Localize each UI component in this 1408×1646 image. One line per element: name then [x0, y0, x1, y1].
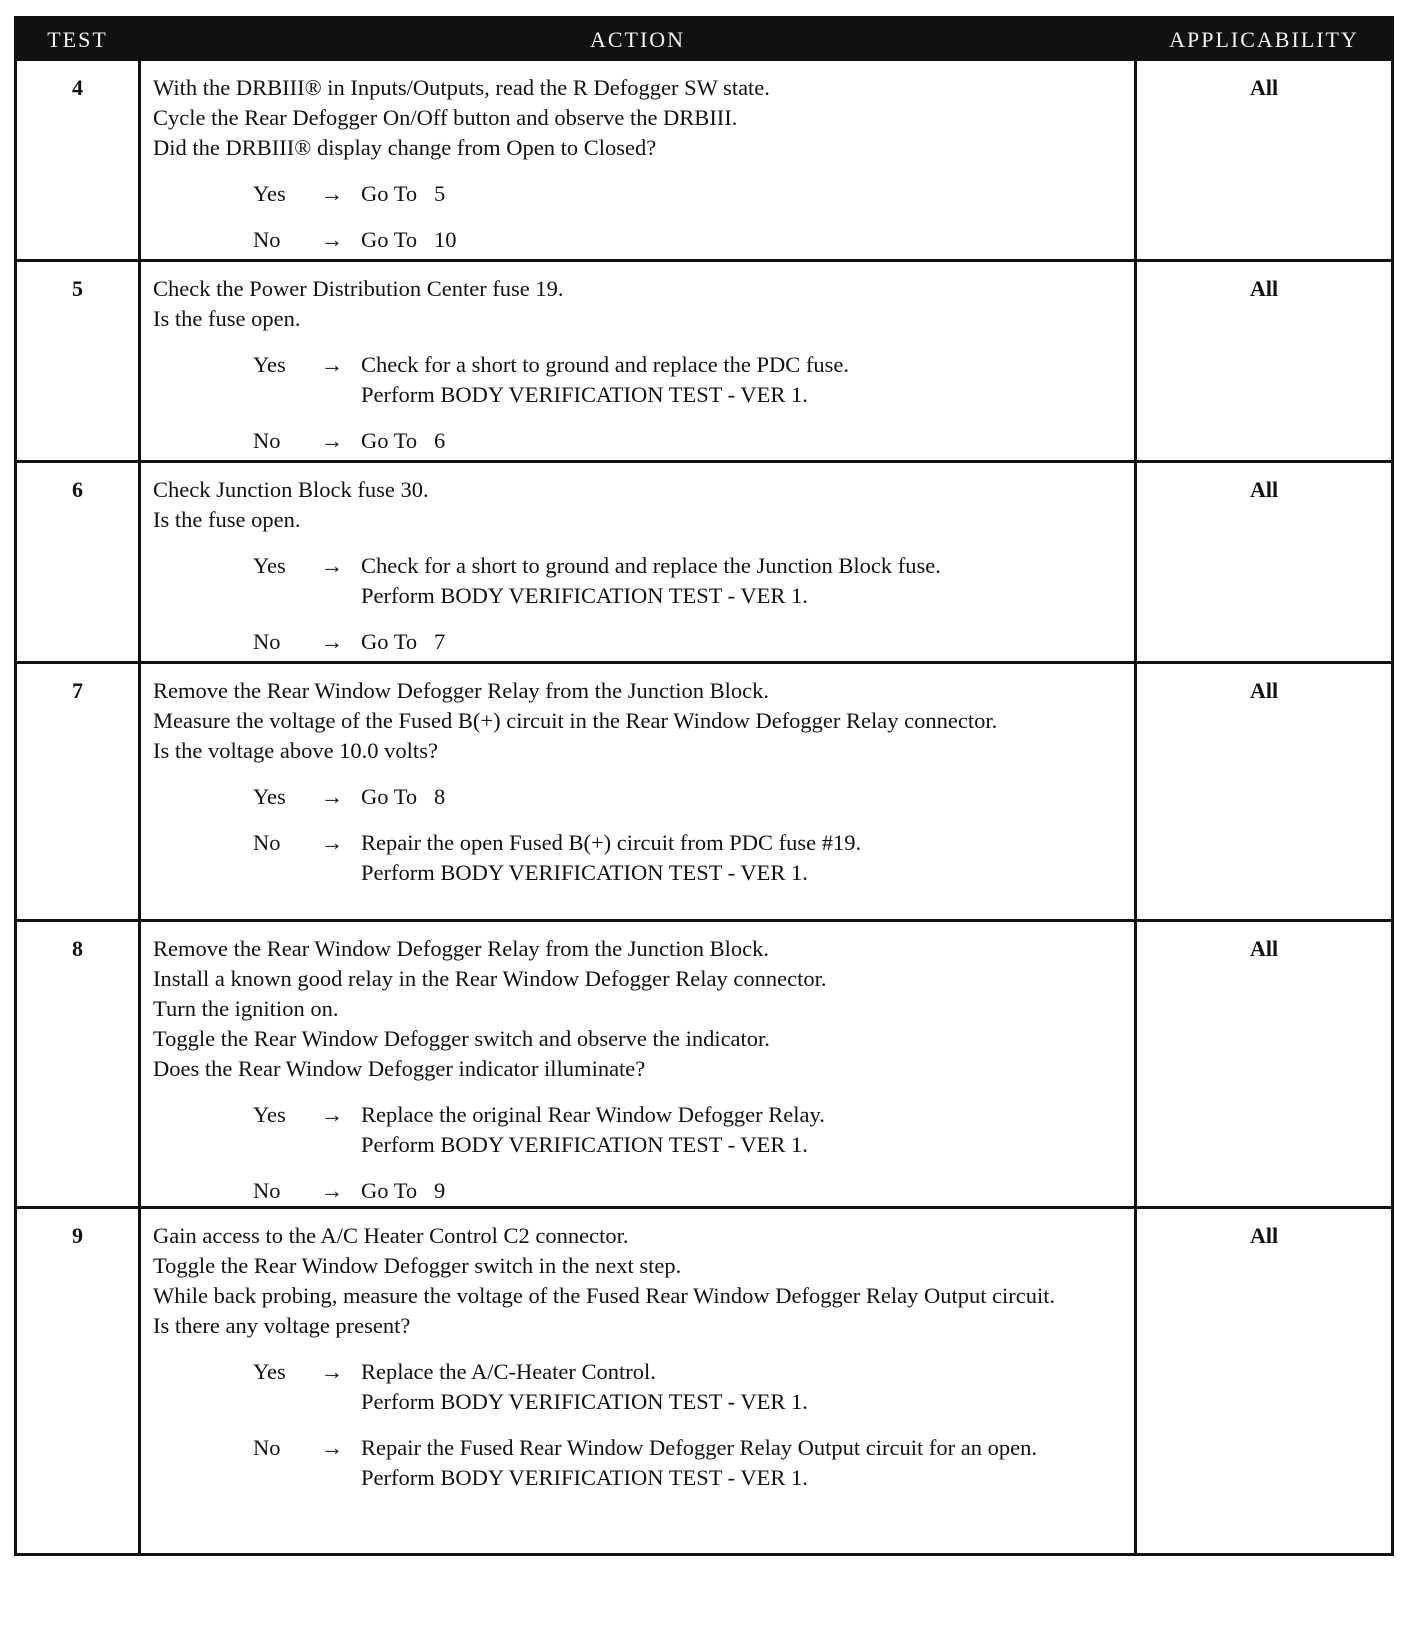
choice-result	[361, 350, 1126, 410]
choice-no	[153, 426, 1126, 456]
choice-no	[153, 1433, 1126, 1493]
table-header	[17, 19, 1391, 61]
result-line: Check for a short to ground and replace the PDC fuse.	[361, 352, 849, 377]
choice-result	[361, 551, 1126, 611]
applicability-value: All	[1249, 1223, 1279, 1248]
right-arrow-icon: →	[320, 1178, 344, 1203]
header-applicability: APPLICABILITY	[1169, 27, 1359, 52]
action-line: Install a known good relay in the Rear Window Defogger Relay connector.	[153, 966, 827, 991]
choice-yes	[153, 179, 1126, 209]
result-line: Go To 9	[361, 1178, 446, 1203]
right-arrow-icon: →	[320, 352, 344, 377]
table-row	[17, 259, 1391, 460]
choice-yes	[153, 350, 1126, 410]
choice-answer: Yes	[253, 352, 286, 377]
choice-answer: Yes	[253, 784, 286, 809]
choice-answer: No	[253, 227, 281, 252]
right-arrow-icon: →	[320, 1359, 344, 1384]
diagnostic-test-table	[14, 16, 1394, 1556]
result-line: Perform BODY VERIFICATION TEST - VER 1.	[361, 382, 808, 407]
choice-answer: Yes	[253, 1359, 286, 1384]
right-arrow-icon: →	[320, 553, 344, 578]
choice-result	[361, 426, 1126, 456]
action-line: Cycle the Rear Defogger On/Off button and observe the DRBIII.	[153, 105, 738, 130]
choice-no	[153, 225, 1126, 255]
action-line: While back probing, measure the voltage of the Fused Rear Window Defogger Relay Output circuit.	[153, 1283, 1056, 1308]
action-line: Check the Power Distribution Center fuse 19.	[153, 276, 564, 301]
choice-answer: No	[253, 1178, 281, 1203]
test-number: 5	[17, 262, 141, 460]
action-line: Remove the Rear Window Defogger Relay from the Junction Block.	[153, 936, 770, 961]
action-line: Is the fuse open.	[153, 306, 301, 331]
action-line: Does the Rear Window Defogger indicator illuminate?	[153, 1056, 646, 1081]
choice-answer: No	[253, 629, 281, 654]
choice-yes	[153, 1100, 1126, 1160]
table-row	[17, 919, 1391, 1206]
action-line: Check Junction Block fuse 30.	[153, 477, 429, 502]
result-line: Perform BODY VERIFICATION TEST - VER 1.	[361, 1389, 808, 1414]
right-arrow-icon: →	[320, 629, 344, 654]
test-number: 4	[17, 61, 141, 259]
action-line: Toggle the Rear Window Defogger switch in the next step.	[153, 1253, 682, 1278]
result-line: Go To 6	[361, 428, 446, 453]
right-arrow-icon: →	[320, 784, 344, 809]
action-cell	[141, 463, 1137, 661]
action-cell	[141, 1209, 1137, 1553]
result-line: Perform BODY VERIFICATION TEST - VER 1.	[361, 860, 808, 885]
result-line: Perform BODY VERIFICATION TEST - VER 1.	[361, 1465, 808, 1490]
applicability-value: All	[1249, 678, 1279, 703]
result-line: Check for a short to ground and replace the Junction Block fuse.	[361, 553, 941, 578]
table-row	[17, 661, 1391, 919]
choice-result	[361, 1176, 1126, 1206]
action-line: Remove the Rear Window Defogger Relay from the Junction Block.	[153, 678, 770, 703]
choice-result	[361, 1100, 1126, 1160]
choice-yes	[153, 1357, 1126, 1417]
action-line: Is the fuse open.	[153, 507, 301, 532]
choice-answer: No	[253, 428, 281, 453]
choice-result	[361, 1357, 1126, 1417]
action-line: Gain access to the A/C Heater Control C2 connector.	[153, 1223, 629, 1248]
table-row	[17, 1206, 1391, 1553]
result-line: Perform BODY VERIFICATION TEST - VER 1.	[361, 1132, 808, 1157]
right-arrow-icon: →	[320, 830, 344, 855]
test-number: 7	[17, 664, 141, 919]
choice-answer: Yes	[253, 553, 286, 578]
result-line: Replace the A/C-Heater Control.	[361, 1359, 656, 1384]
action-cell	[141, 922, 1137, 1206]
header-action: ACTION	[589, 27, 686, 52]
result-line: Perform BODY VERIFICATION TEST - VER 1.	[361, 583, 808, 608]
applicability-value: All	[1249, 75, 1279, 100]
choice-yes	[153, 551, 1126, 611]
action-line: Is there any voltage present?	[153, 1313, 411, 1338]
result-line: Go To 10	[361, 227, 457, 252]
choice-result	[361, 627, 1126, 657]
action-cell	[141, 262, 1137, 460]
choice-result	[361, 828, 1126, 888]
table-body	[17, 61, 1391, 1553]
choice-result	[361, 1433, 1126, 1493]
applicability-value: All	[1249, 276, 1279, 301]
header-test: TEST	[47, 27, 108, 52]
action-line: Turn the ignition on.	[153, 996, 339, 1021]
choice-answer: Yes	[253, 1102, 286, 1127]
action-cell	[141, 664, 1137, 919]
result-line: Repair the open Fused B(+) circuit from PDC fuse #19.	[361, 830, 862, 855]
choice-no	[153, 627, 1126, 657]
result-line: Go To 7	[361, 629, 446, 654]
table-row	[17, 61, 1391, 259]
choice-result	[361, 782, 1126, 812]
result-line: Repair the Fused Rear Window Defogger Relay Output circuit for an open.	[361, 1435, 1037, 1460]
choice-result	[361, 225, 1126, 255]
result-line: Replace the original Rear Window Defogger Relay.	[361, 1102, 825, 1127]
test-number: 6	[17, 463, 141, 661]
action-line: Toggle the Rear Window Defogger switch and observe the indicator.	[153, 1026, 770, 1051]
choice-no	[153, 1176, 1126, 1206]
right-arrow-icon: →	[320, 181, 344, 206]
choice-answer: No	[253, 830, 281, 855]
choice-result	[361, 179, 1126, 209]
action-cell	[141, 61, 1137, 259]
right-arrow-icon: →	[320, 227, 344, 252]
applicability-value: All	[1249, 936, 1279, 961]
right-arrow-icon: →	[320, 428, 344, 453]
choice-no	[153, 828, 1126, 888]
action-line: Is the voltage above 10.0 volts?	[153, 738, 438, 763]
test-number: 8	[17, 922, 141, 1206]
action-line: Did the DRBIII® display change from Open to Closed?	[153, 135, 657, 160]
action-line: With the DRBIII® in Inputs/Outputs, read the R Defogger SW state.	[153, 75, 770, 100]
choice-yes	[153, 782, 1126, 812]
test-number: 9	[17, 1209, 141, 1553]
right-arrow-icon: →	[320, 1102, 344, 1127]
applicability-value: All	[1249, 477, 1279, 502]
result-line: Go To 5	[361, 181, 446, 206]
table-row	[17, 460, 1391, 661]
choice-answer: Yes	[253, 181, 286, 206]
right-arrow-icon: →	[320, 1435, 344, 1460]
choice-answer: No	[253, 1435, 281, 1460]
action-line: Measure the voltage of the Fused B(+) circuit in the Rear Window Defogger Relay connector.	[153, 708, 998, 733]
result-line: Go To 8	[361, 784, 446, 809]
